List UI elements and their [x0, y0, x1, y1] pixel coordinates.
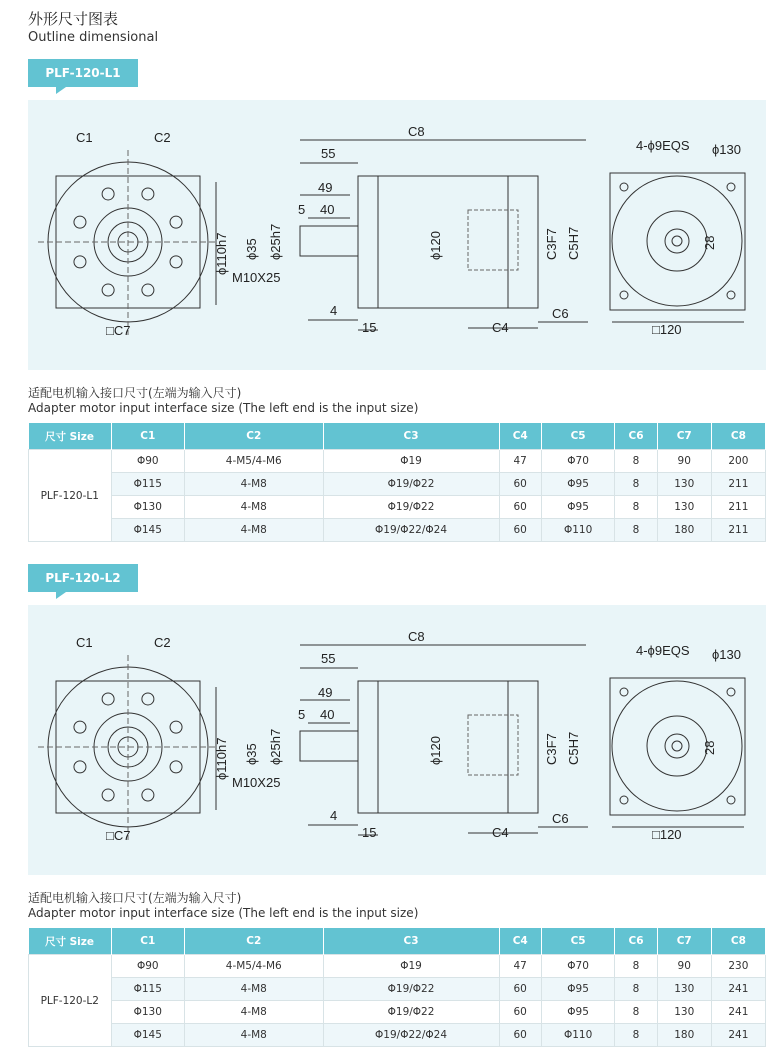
- table-row: [29, 1024, 766, 1047]
- label-4: 4: [330, 303, 338, 318]
- table-cell: Φ19: [323, 450, 499, 473]
- column-header: C7: [657, 423, 711, 450]
- table-cell: 180: [657, 519, 711, 542]
- label-5: 5: [298, 707, 306, 722]
- label-c5: C5H7: [566, 226, 581, 260]
- table-cell: Φ145: [111, 1024, 185, 1047]
- column-header: C1: [111, 928, 185, 955]
- model-tag: PLF-120-L2: [28, 564, 138, 592]
- table-cell: 4-M5/4-M6: [185, 450, 323, 473]
- column-header: C8: [711, 423, 765, 450]
- table-cell: Φ110: [541, 1024, 615, 1047]
- label-40: 40: [320, 202, 335, 217]
- label-holes: 4-ϕ9EQS: [636, 138, 690, 153]
- table-cell: Φ19/Φ22: [323, 978, 499, 1001]
- label-d110: ϕ110h7: [214, 737, 229, 780]
- table-cell: 60: [499, 519, 541, 542]
- table-row: [29, 450, 766, 473]
- table-cell: 8: [615, 519, 657, 542]
- label-c1: C1: [76, 130, 93, 145]
- table-cell: 230: [711, 955, 765, 978]
- label-c6: C6: [552, 306, 569, 321]
- label-c2: C2: [154, 130, 171, 145]
- table-cell: 211: [711, 473, 765, 496]
- outline-drawing: [28, 605, 766, 875]
- column-header: C5: [541, 423, 615, 450]
- label-c8: C8: [408, 629, 425, 644]
- label-28: 28: [702, 740, 717, 755]
- column-header: C7: [657, 928, 711, 955]
- table-cell: 4-M8: [185, 496, 323, 519]
- label-d25: ϕ25h7: [268, 728, 283, 765]
- page-subtitle: Outline dimensional: [28, 30, 159, 45]
- label-d130: ϕ130: [712, 647, 741, 662]
- table-row: [29, 496, 766, 519]
- column-header: C2: [185, 928, 323, 955]
- label-d35: ϕ35: [244, 238, 259, 260]
- table-cell: Φ70: [541, 955, 615, 978]
- column-header: C5: [541, 928, 615, 955]
- table-cell: 180: [657, 1024, 711, 1047]
- table-cell: 8: [615, 473, 657, 496]
- table-cell: 130: [657, 473, 711, 496]
- label-c3: C3F7: [544, 228, 559, 260]
- label-5: 5: [298, 202, 306, 217]
- table-cell: Φ115: [111, 473, 185, 496]
- column-header: C8: [711, 928, 765, 955]
- label-15: 15: [362, 825, 377, 840]
- table-caption-cn: 适配电机输入接口尺寸(左端为输入尺寸): [28, 891, 242, 905]
- table-cell: 130: [657, 1001, 711, 1024]
- column-header: C3: [323, 928, 499, 955]
- diagram-panel: [28, 605, 766, 875]
- table-cell: 4-M8: [185, 1024, 323, 1047]
- label-4: 4: [330, 808, 338, 823]
- label-m10: M10X25: [232, 270, 281, 285]
- table-cell: Φ95: [541, 978, 615, 1001]
- table-cell: Φ95: [541, 473, 615, 496]
- table-cell: 8: [615, 1001, 657, 1024]
- column-header: C6: [615, 423, 657, 450]
- column-header: C4: [499, 928, 541, 955]
- column-header: C2: [185, 423, 323, 450]
- table-row: [29, 473, 766, 496]
- table-cell: 4-M5/4-M6: [185, 955, 323, 978]
- model-tag: PLF-120-L1: [28, 59, 138, 87]
- table-cell: Φ130: [111, 496, 185, 519]
- column-header: C1: [111, 423, 185, 450]
- table-header: [29, 928, 766, 955]
- label-c6: C6: [552, 811, 569, 826]
- table-cell: 241: [711, 1024, 765, 1047]
- table-cell: Φ130: [111, 1001, 185, 1024]
- dimension-table: [28, 928, 766, 1047]
- label-15: 15: [362, 320, 377, 335]
- table-cell: 200: [711, 450, 765, 473]
- label-55: 55: [321, 651, 336, 666]
- label-c7: □C7: [106, 828, 131, 843]
- table-cell: 60: [499, 496, 541, 519]
- table-cell: 8: [615, 978, 657, 1001]
- side-view: [232, 629, 588, 840]
- table-cell: Φ90: [111, 450, 185, 473]
- table-cell: 4-M8: [185, 473, 323, 496]
- table-cell: Φ115: [111, 978, 185, 1001]
- table-cell: 130: [657, 496, 711, 519]
- label-m10: M10X25: [232, 775, 281, 790]
- label-c4: C4: [492, 320, 509, 335]
- table-cell: 241: [711, 978, 765, 1001]
- outline-drawing: [28, 100, 766, 370]
- label-d110: ϕ110h7: [214, 232, 229, 275]
- table-row: [29, 519, 766, 542]
- column-header: 尺寸 Size: [29, 928, 112, 955]
- label-d25: ϕ25h7: [268, 223, 283, 260]
- label-49: 49: [318, 180, 333, 195]
- table-cell: 8: [615, 1024, 657, 1047]
- output-view: [610, 138, 745, 337]
- label-d35: ϕ35: [244, 743, 259, 765]
- output-view: [610, 643, 745, 842]
- table-cell: 90: [657, 450, 711, 473]
- table-row: [29, 978, 766, 1001]
- table-row: [29, 1001, 766, 1024]
- label-sq120: □120: [652, 322, 682, 337]
- table-cell: Φ90: [111, 955, 185, 978]
- label-d120: ϕ120: [428, 736, 443, 765]
- column-header: C6: [615, 928, 657, 955]
- table-cell: Φ19: [323, 955, 499, 978]
- table-caption-en: Adapter motor input interface size (The left end is the input size): [28, 401, 419, 415]
- table-cell: Φ19/Φ22/Φ24: [323, 519, 499, 542]
- label-55: 55: [321, 146, 336, 161]
- table-cell: 211: [711, 496, 765, 519]
- table-cell: Φ95: [541, 1001, 615, 1024]
- table-cell: 60: [499, 1001, 541, 1024]
- table-cell: 4-M8: [185, 978, 323, 1001]
- label-c7: □C7: [106, 323, 131, 338]
- page-title: 外形尺寸图表: [28, 10, 119, 28]
- label-c8: C8: [408, 124, 425, 139]
- label-40: 40: [320, 707, 335, 722]
- table-cell: 60: [499, 473, 541, 496]
- side-view: [232, 124, 588, 335]
- table-cell: 47: [499, 450, 541, 473]
- table-caption-cn: 适配电机输入接口尺寸(左端为输入尺寸): [28, 386, 242, 400]
- column-header: C3: [323, 423, 499, 450]
- table-cell: 241: [711, 1001, 765, 1024]
- table-cell: 130: [657, 978, 711, 1001]
- label-c4: C4: [492, 825, 509, 840]
- diagram-panel: [28, 100, 766, 370]
- dimension-table: [28, 423, 766, 542]
- table-cell: 90: [657, 955, 711, 978]
- label-28: 28: [702, 235, 717, 250]
- table-cell: 60: [499, 978, 541, 1001]
- label-49: 49: [318, 685, 333, 700]
- front-view: [38, 635, 229, 843]
- table-row: [29, 955, 766, 978]
- table-cell: 8: [615, 955, 657, 978]
- table-header: [29, 423, 766, 450]
- model-cell: PLF-120-L1: [29, 450, 112, 542]
- table-cell: 4-M8: [185, 1001, 323, 1024]
- table-cell: 4-M8: [185, 519, 323, 542]
- model-cell: PLF-120-L2: [29, 955, 112, 1047]
- label-c3: C3F7: [544, 733, 559, 765]
- table-cell: Φ145: [111, 519, 185, 542]
- table-cell: Φ95: [541, 496, 615, 519]
- label-c2: C2: [154, 635, 171, 650]
- label-c5: C5H7: [566, 731, 581, 765]
- table-cell: Φ19/Φ22/Φ24: [323, 1024, 499, 1047]
- table-cell: Φ19/Φ22: [323, 496, 499, 519]
- column-header: 尺寸 Size: [29, 423, 112, 450]
- table-cell: 47: [499, 955, 541, 978]
- table-cell: 8: [615, 496, 657, 519]
- table-caption-en: Adapter motor input interface size (The left end is the input size): [28, 906, 419, 920]
- label-d120: ϕ120: [428, 231, 443, 260]
- label-c1: C1: [76, 635, 93, 650]
- table-cell: 211: [711, 519, 765, 542]
- front-view: [38, 130, 229, 338]
- label-d130: ϕ130: [712, 142, 741, 157]
- table-cell: Φ19/Φ22: [323, 1001, 499, 1024]
- column-header: C4: [499, 423, 541, 450]
- label-holes: 4-ϕ9EQS: [636, 643, 690, 658]
- table-cell: 8: [615, 450, 657, 473]
- label-sq120: □120: [652, 827, 682, 842]
- table-cell: Φ110: [541, 519, 615, 542]
- table-cell: 60: [499, 1024, 541, 1047]
- table-cell: Φ19/Φ22: [323, 473, 499, 496]
- table-cell: Φ70: [541, 450, 615, 473]
